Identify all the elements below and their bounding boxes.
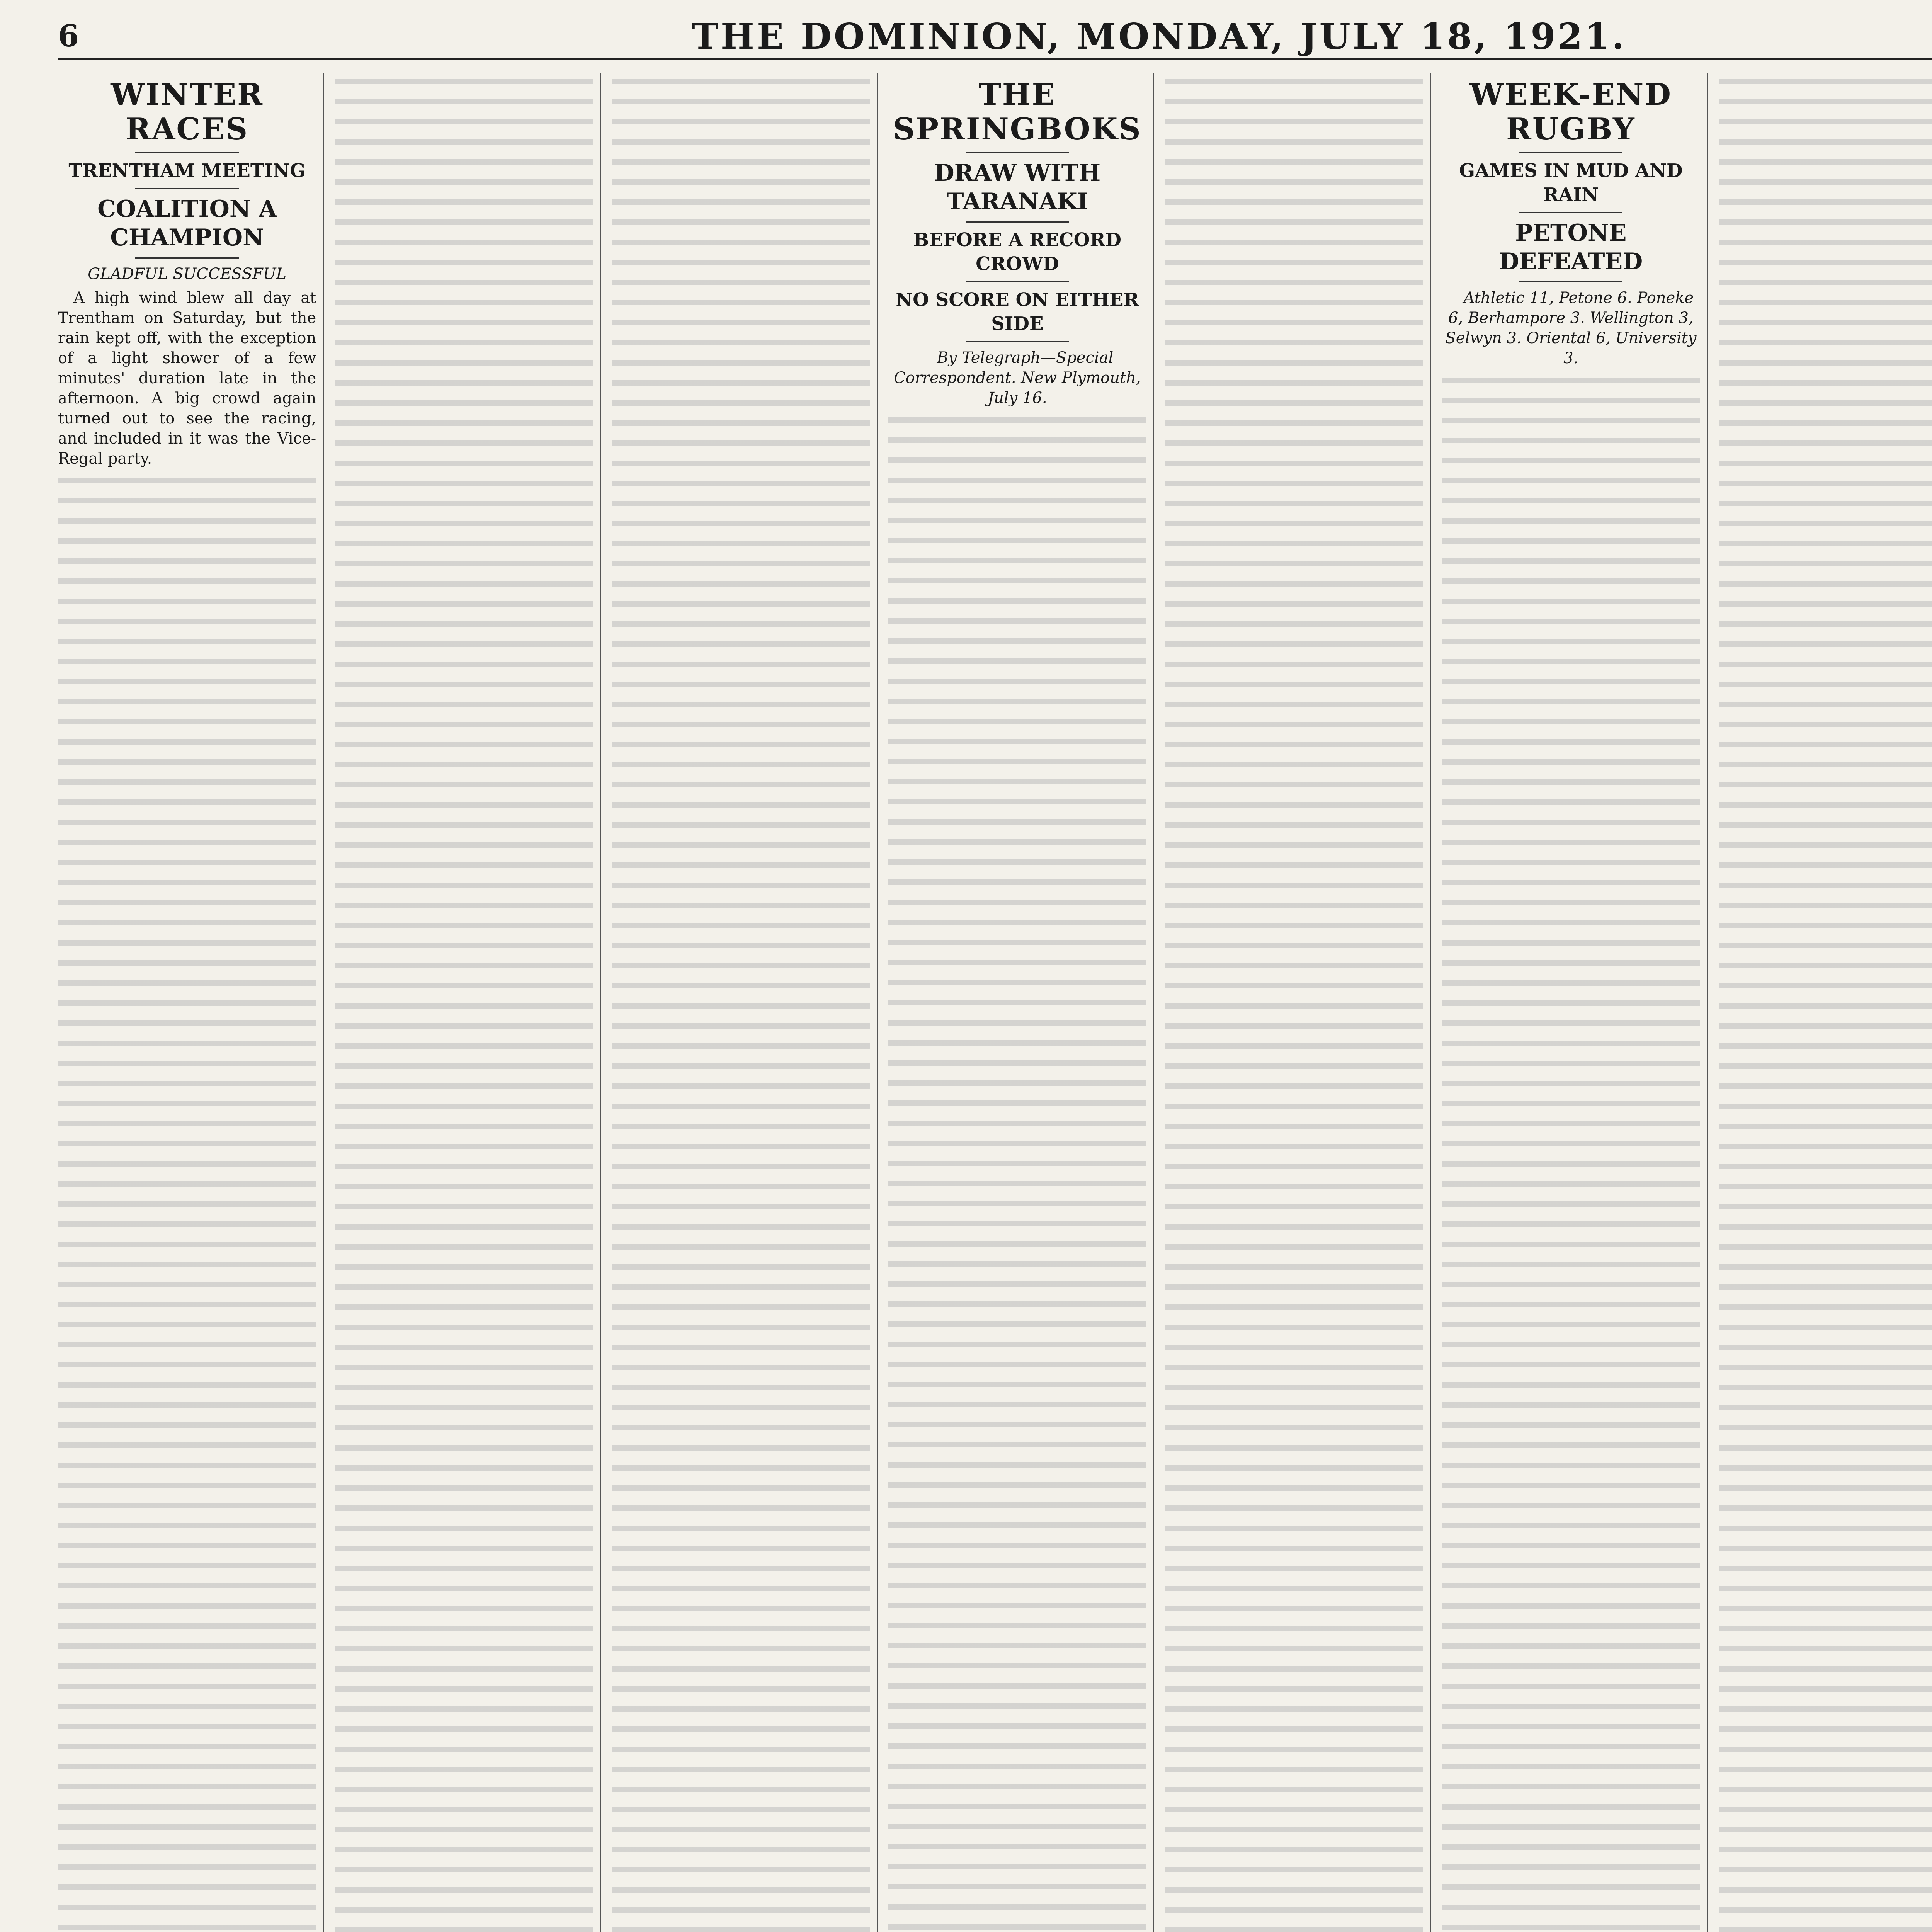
page-columns xyxy=(58,73,1932,1932)
no-score-subhead: NO SCORE ON EITHER SIDE xyxy=(896,289,1139,335)
divider xyxy=(966,152,1069,153)
column-7 xyxy=(1719,73,1932,1932)
gladful-subhead: GLADFUL SUCCESSFUL xyxy=(88,265,287,283)
text-body xyxy=(1165,73,1423,1932)
page-number: 6 xyxy=(58,19,79,54)
divider xyxy=(1519,152,1622,153)
text-body xyxy=(1719,73,1932,1932)
masthead xyxy=(58,15,1932,60)
petone-subhead: PETONE DEFEATED xyxy=(1499,219,1643,275)
record-crowd-subhead: BEFORE A RECORD CROWD xyxy=(913,229,1121,275)
weekend-rugby-article xyxy=(1442,77,1700,368)
divider xyxy=(135,152,238,153)
text-body xyxy=(612,73,870,1932)
springboks-headline: THE SPRINGBOKS xyxy=(893,77,1142,147)
divider xyxy=(966,221,1069,223)
springboks-article xyxy=(888,77,1146,408)
coalition-subhead: COALITION A CHAMPION xyxy=(97,196,277,251)
trentham-subhead: TRENTHAM MEETING xyxy=(68,160,306,182)
text-body xyxy=(1442,372,1700,1932)
winter-races-headline: WINTER RACES xyxy=(111,77,264,147)
winter-races-article xyxy=(58,77,316,469)
column-4 xyxy=(888,73,1154,1932)
divider xyxy=(135,188,238,189)
column-3 xyxy=(612,73,878,1932)
text-body xyxy=(335,73,593,1932)
divider xyxy=(135,257,238,259)
divider xyxy=(966,341,1069,342)
divider xyxy=(966,281,1069,282)
divider xyxy=(1519,212,1622,213)
column-1 xyxy=(58,73,324,1932)
column-5 xyxy=(1165,73,1431,1932)
column-6 xyxy=(1442,73,1708,1932)
text-body xyxy=(888,412,1146,1932)
weekend-rugby-headline: WEEK-END RUGBY xyxy=(1469,77,1672,147)
article-paragraph: A high wind blew all day at Trentham on Saturday, but the rain kept off, with the exception of a light shower of a few minutes' duration late in the afternoon. A big crowd again turned out to see the racing, and included in it was the Vice-Regal party. xyxy=(58,289,316,468)
column-2 xyxy=(335,73,600,1932)
newspaper-title: THE DOMINION, MONDAY, JULY 18, 1921. xyxy=(692,15,1627,57)
mud-rain-subhead: GAMES IN MUD AND RAIN xyxy=(1459,160,1683,206)
draw-subhead: DRAW WITH TARANAKI xyxy=(934,160,1101,215)
scores-summary: Athletic 11, Petone 6. Poneke 6, Berhampore 3. Wellington 3, Selwyn 3. Oriental 6, University 3. xyxy=(1445,289,1697,367)
text-body xyxy=(58,473,316,1932)
dateline: By Telegraph—Special Correspondent. New Plymouth, July 16. xyxy=(894,349,1141,407)
divider xyxy=(1519,281,1622,282)
